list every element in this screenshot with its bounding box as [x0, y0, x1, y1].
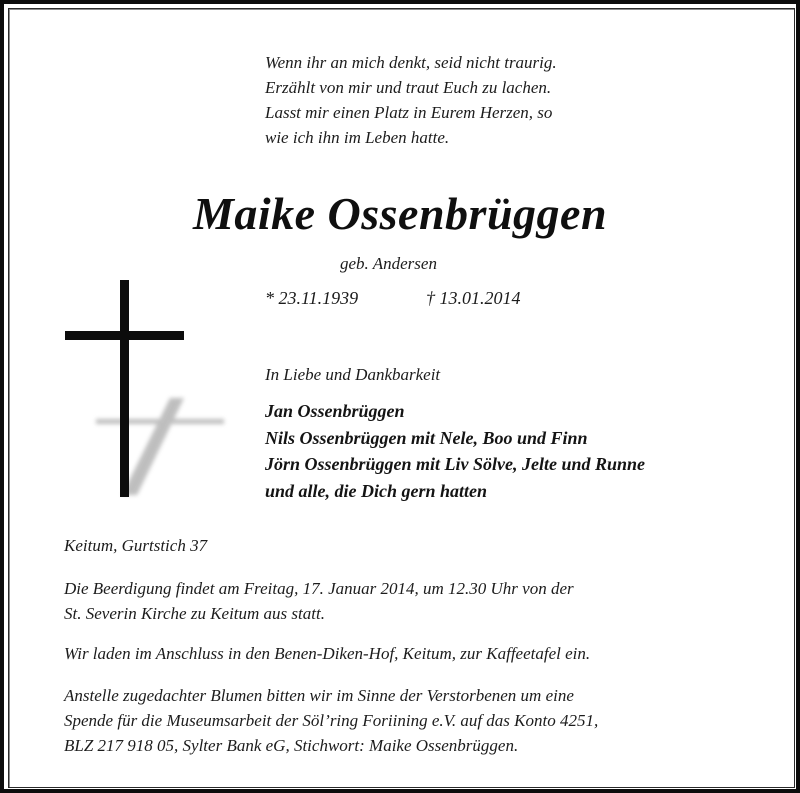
mourner-line: Jörn Ossenbrüggen mit Liv Sölve, Jelte und Runne [265, 454, 646, 474]
poem [265, 50, 645, 150]
deceased-name: Maike Ossenbrüggen [192, 188, 608, 239]
address: Keitum, Gurtstich 37 [64, 536, 208, 555]
birth-date: * 23.11.1939 [265, 288, 359, 308]
donation-line: BLZ 217 918 05, Sylter Bank eG, Stichwort: Maike Ossenbrüggen. [64, 736, 519, 755]
poem-line: Wenn ihr an mich denkt, seid nicht traurig. [265, 53, 557, 72]
mourner-line: Nils Ossenbrüggen mit Nele, Boo und Finn [265, 427, 588, 448]
reception-line: Wir laden im Anschluss in den Benen-Diken-Hof, Keitum, zur Kaffeetafel ein. [64, 644, 591, 663]
maiden-name: geb. Andersen [340, 254, 437, 273]
mourner-line: und alle, die Dich gern hatten [265, 480, 488, 501]
death-date: † 13.01.2014 [426, 288, 521, 308]
dedication-line: In Liebe und Dankbarkeit [265, 365, 441, 384]
funeral-notice [64, 576, 744, 626]
donation-line: Spende für die Museumsarbeit der Söl’ring Foriining e.V. auf das Konto 4251, [64, 711, 599, 730]
poem-line: wie ich ihn im Leben hatte. [265, 128, 450, 147]
mourner-line: Jan Ossenbrüggen [265, 401, 405, 421]
donation-notice [64, 683, 744, 758]
donation-line: Anstelle zugedachter Blumen bitten wir im Sinne der Verstorbenen um eine [64, 686, 574, 705]
reception-notice [64, 641, 744, 666]
poem-line: Lasst mir einen Platz in Eurem Herzen, so [265, 103, 553, 122]
funeral-line: St. Severin Kirche zu Keitum aus statt. [64, 604, 325, 623]
cross-icon [60, 278, 240, 503]
funeral-line: Die Beerdigung findet am Freitag, 17. Januar 2014, um 12.30 Uhr von der [64, 579, 574, 598]
poem-line: Erzählt von mir und traut Euch zu lachen. [265, 78, 552, 97]
mourners-list [265, 398, 645, 504]
